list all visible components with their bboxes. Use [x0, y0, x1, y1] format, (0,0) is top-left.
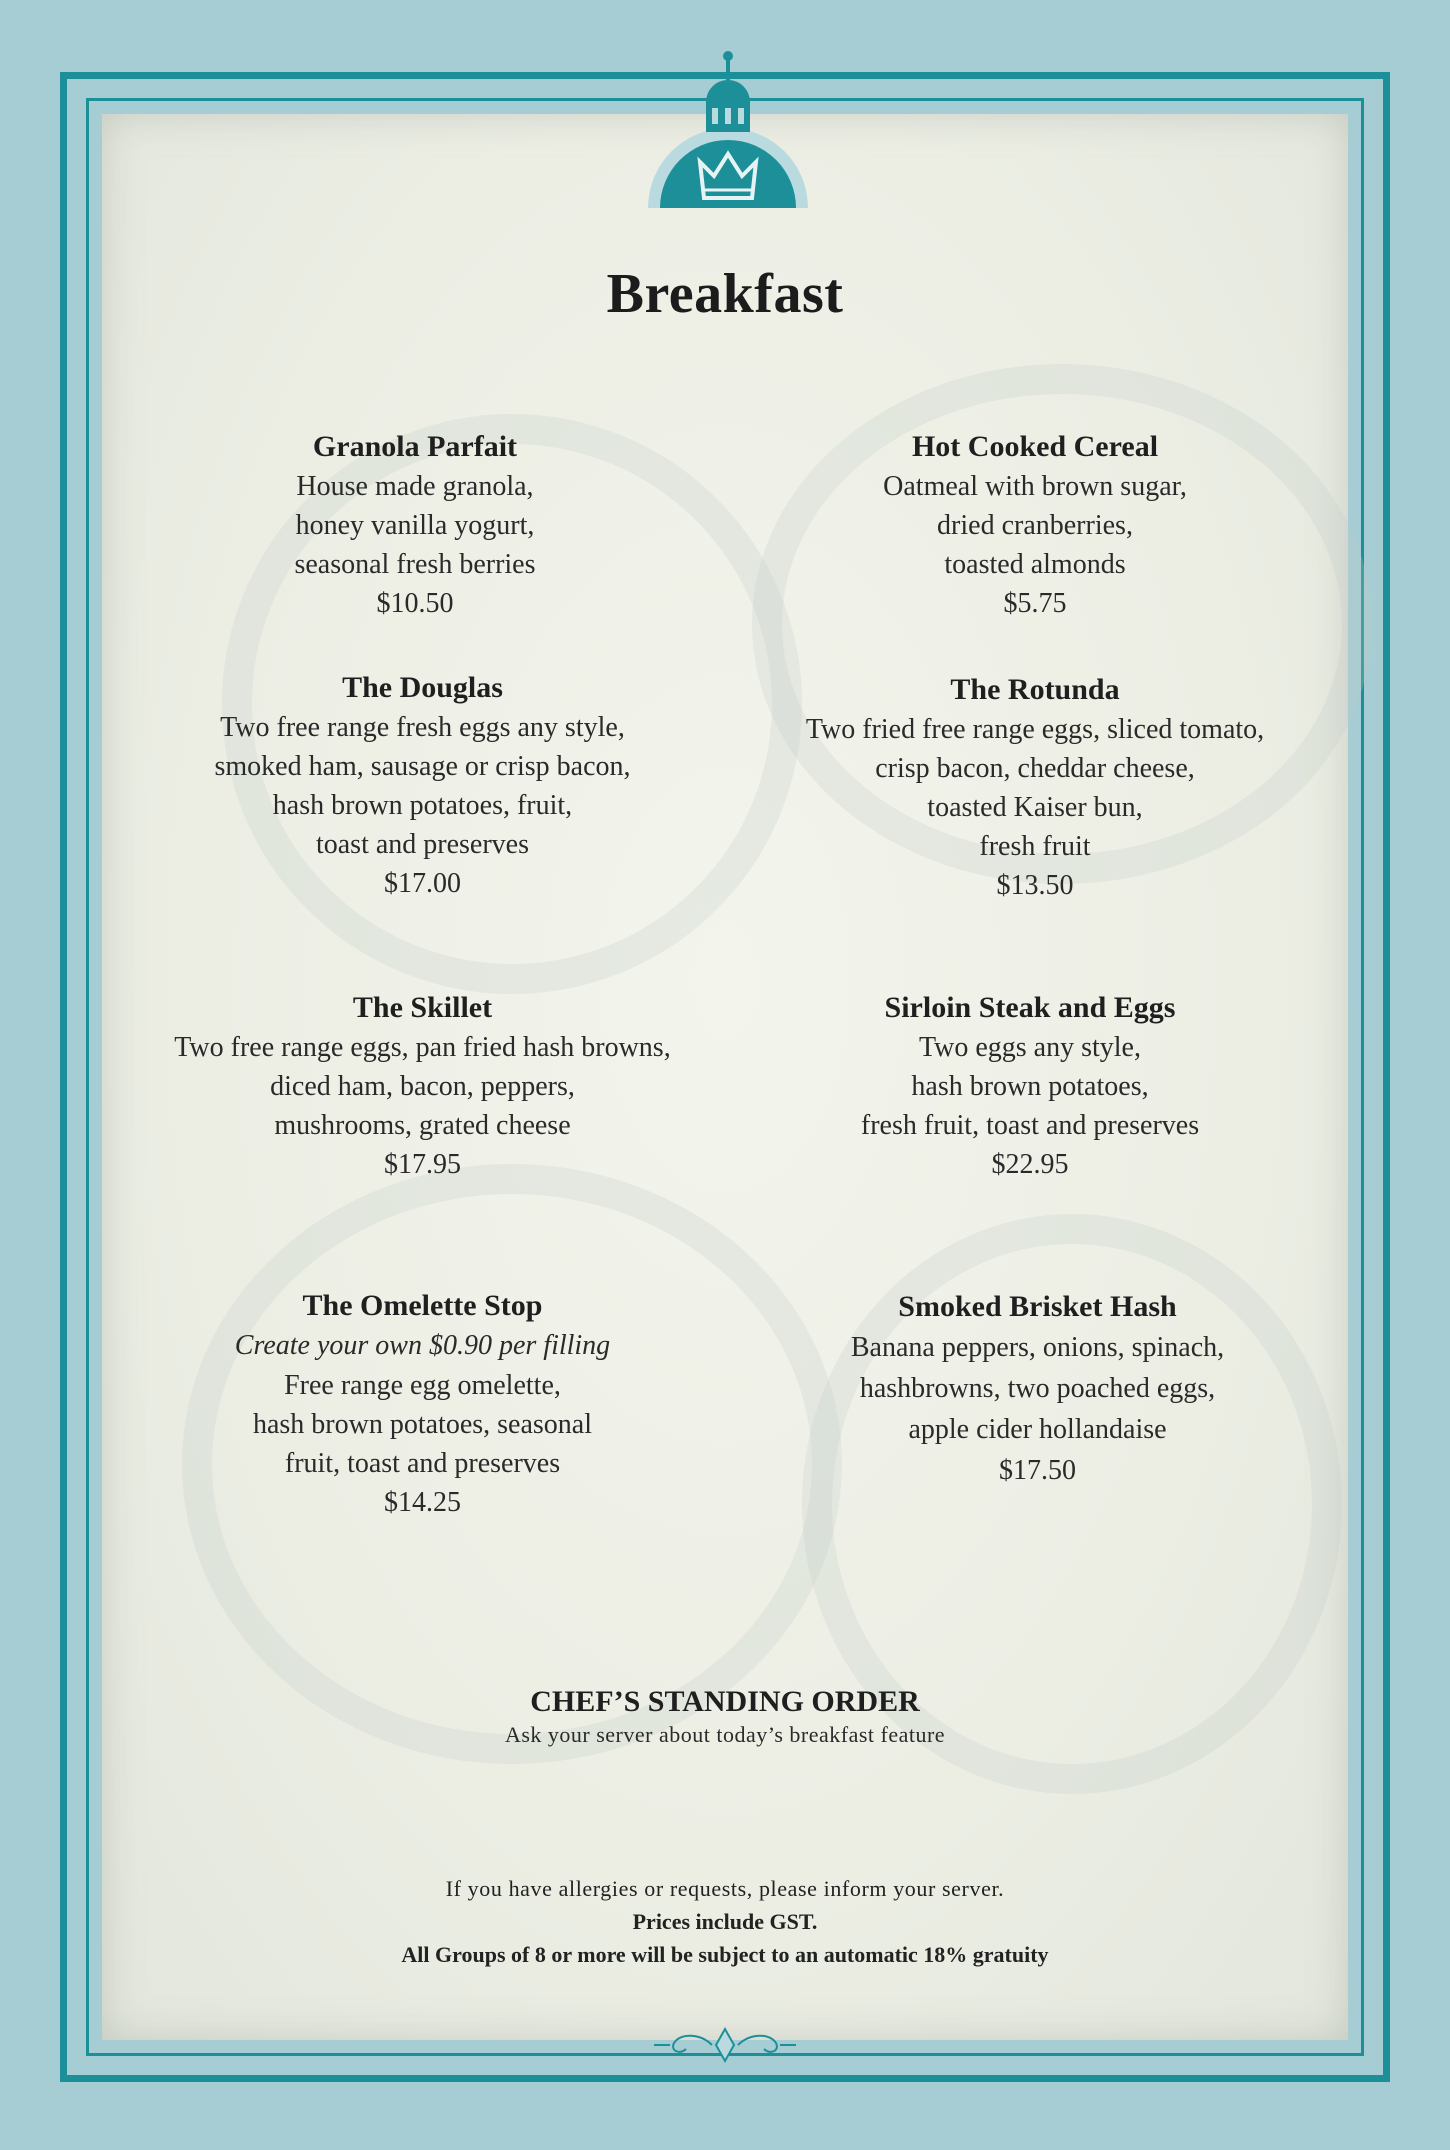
item-price: $22.95	[991, 1149, 1069, 1180]
item-name: The Omelette Stop	[302, 1289, 543, 1322]
item-description: Oatmeal with brown sugar, dried cranberries, toasted almonds	[883, 471, 1187, 580]
chefs-standing-order	[0, 1684, 1450, 1750]
item-name: Sirloin Steak and Eggs	[884, 991, 1176, 1024]
item-name: Hot Cooked Cereal	[911, 430, 1159, 463]
item-price: $5.75	[1003, 588, 1067, 619]
page-title: Breakfast	[606, 263, 844, 325]
item-price: $13.50	[996, 870, 1074, 901]
item-name: The Rotunda	[950, 673, 1120, 706]
item-name: Smoked Brisket Hash	[898, 1290, 1177, 1323]
gst-notice: Prices include GST.	[632, 1909, 818, 1934]
item-description: House made granola, honey vanilla yogurt, seasonal fresh berries	[294, 471, 536, 580]
allergy-notice: If you have allergies or requests, please inform your server.	[445, 1876, 1005, 1901]
item-description: Free range egg omelette, hash brown potatoes, seasonal fruit, toast and preserves	[252, 1370, 593, 1479]
item-description: Two fried free range eggs, sliced tomato, crisp bacon, cheddar cheese, toasted Kaiser bun, fresh fruit	[805, 714, 1265, 862]
menu-item	[750, 988, 1310, 1184]
menu-item	[735, 670, 1335, 905]
menu-item	[120, 988, 725, 1184]
menu-footer	[0, 1872, 1450, 1971]
item-name: The Douglas	[342, 671, 503, 704]
standing-order-heading: CHEF’S STANDING ORDER	[530, 1685, 920, 1718]
item-name: The Skillet	[352, 991, 493, 1024]
item-description: Two free range fresh eggs any style, smoked ham, sausage or crisp bacon, hash brown potatoes, fruit, toast and preserves	[214, 712, 631, 860]
flourish-ornament-icon	[650, 2025, 800, 2065]
item-note: Create your own $0.90 per filling	[234, 1330, 611, 1361]
item-price: $14.25	[384, 1487, 461, 1518]
standing-order-subtext: Ask your server about today’s breakfast feature	[504, 1722, 946, 1747]
menu-item	[750, 427, 1320, 623]
item-price: $17.00	[384, 868, 461, 899]
item-price: $17.95	[384, 1149, 461, 1180]
item-description: Two free range eggs, pan fried hash browns, diced ham, bacon, peppers, mushrooms, grated cheese	[174, 1032, 671, 1141]
rotunda-crest-icon	[646, 30, 810, 210]
menu-item	[750, 1287, 1325, 1491]
item-price: $17.50	[999, 1455, 1076, 1486]
gratuity-notice: All Groups of 8 or more will be subject to an automatic 18% gratuity	[401, 1942, 1049, 1967]
menu-item	[130, 668, 715, 903]
menu-item	[130, 1286, 715, 1522]
menu-item	[130, 427, 700, 623]
item-description: Banana peppers, onions, spinach, hashbrowns, two poached eggs, apple cider hollandaise	[850, 1332, 1225, 1445]
item-name: Granola Parfait	[312, 430, 518, 463]
item-description: Two eggs any style, hash brown potatoes, fresh fruit, toast and preserves	[860, 1032, 1200, 1141]
item-price: $10.50	[376, 588, 454, 619]
